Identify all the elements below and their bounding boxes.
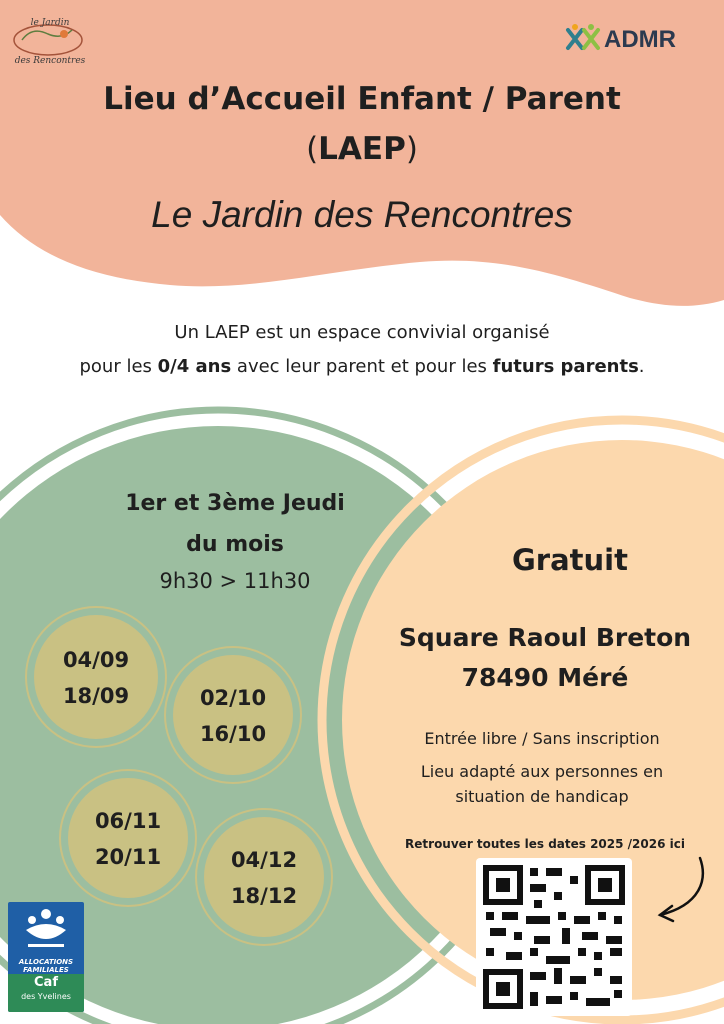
page-title-abbr bbox=[0, 130, 724, 168]
schedule-line1: 1er et 3ème Jeudi bbox=[125, 491, 345, 516]
caf-region: des Yvelines bbox=[21, 992, 71, 1001]
caf-name: Caf bbox=[34, 975, 58, 990]
intro-line1: Un LAEP est un espace convivial organisé bbox=[174, 322, 550, 343]
price-label: Gratuit bbox=[512, 543, 628, 577]
retrouver-dates-text: Retrouver toutes les dates 2025 /2026 ici bbox=[405, 837, 685, 851]
abbr-text: LAEP bbox=[318, 131, 406, 167]
caf-logo bbox=[8, 902, 84, 1012]
schedule-line2: du mois bbox=[186, 532, 284, 557]
date-item: 16/10 bbox=[199, 722, 267, 746]
caf-region-panel bbox=[8, 974, 84, 1012]
caf-line2: FAMILIALES bbox=[23, 966, 69, 974]
date-item: 02/10 bbox=[199, 686, 267, 710]
schedule-hours: 9h30 > 11h30 bbox=[159, 569, 311, 593]
date-item: 18/09 bbox=[62, 684, 130, 708]
page-subtitle: Le Jardin des Rencontres bbox=[151, 194, 573, 235]
intro-text-c: avec leur parent et pour les bbox=[231, 356, 493, 377]
access-info-line1: Lieu adapté aux personnes en bbox=[420, 762, 664, 781]
intro-text-a: pour les bbox=[79, 356, 158, 377]
family-icon bbox=[8, 902, 84, 954]
date-item: 20/11 bbox=[94, 845, 162, 869]
intro-future-parents: futurs parents bbox=[492, 356, 639, 377]
entry-info: Entrée libre / Sans inscription bbox=[424, 729, 660, 748]
date-item: 04/09 bbox=[62, 648, 130, 672]
intro-line2 bbox=[0, 356, 724, 378]
access-info-line2: situation de handicap bbox=[455, 787, 629, 806]
page-title: Lieu d’Accueil Enfant / Parent bbox=[103, 81, 621, 117]
logo-line1: le Jardin bbox=[30, 18, 70, 28]
address-line2: 78490 Méré bbox=[461, 663, 629, 692]
date-group-november bbox=[68, 803, 188, 875]
qr-code-icon bbox=[484, 866, 624, 1008]
date-item: 18/12 bbox=[230, 884, 298, 908]
intro-text-e: . bbox=[638, 356, 645, 377]
jardin-logo bbox=[10, 18, 90, 66]
paren-open: ( bbox=[306, 131, 319, 167]
intro-age: 0/4 ans bbox=[157, 356, 232, 377]
date-group-september bbox=[36, 642, 156, 714]
admr-logo-label: ADMR bbox=[604, 26, 676, 53]
date-group-october bbox=[173, 680, 293, 752]
date-group-december bbox=[204, 842, 324, 914]
logo-line2: des Rencontres bbox=[14, 56, 86, 66]
paren-close: ) bbox=[405, 131, 418, 167]
date-item: 06/11 bbox=[94, 809, 162, 833]
address-line1: Square Raoul Breton bbox=[398, 623, 692, 652]
date-item: 04/12 bbox=[230, 848, 298, 872]
caf-line1: ALLOCATIONS bbox=[18, 958, 74, 966]
